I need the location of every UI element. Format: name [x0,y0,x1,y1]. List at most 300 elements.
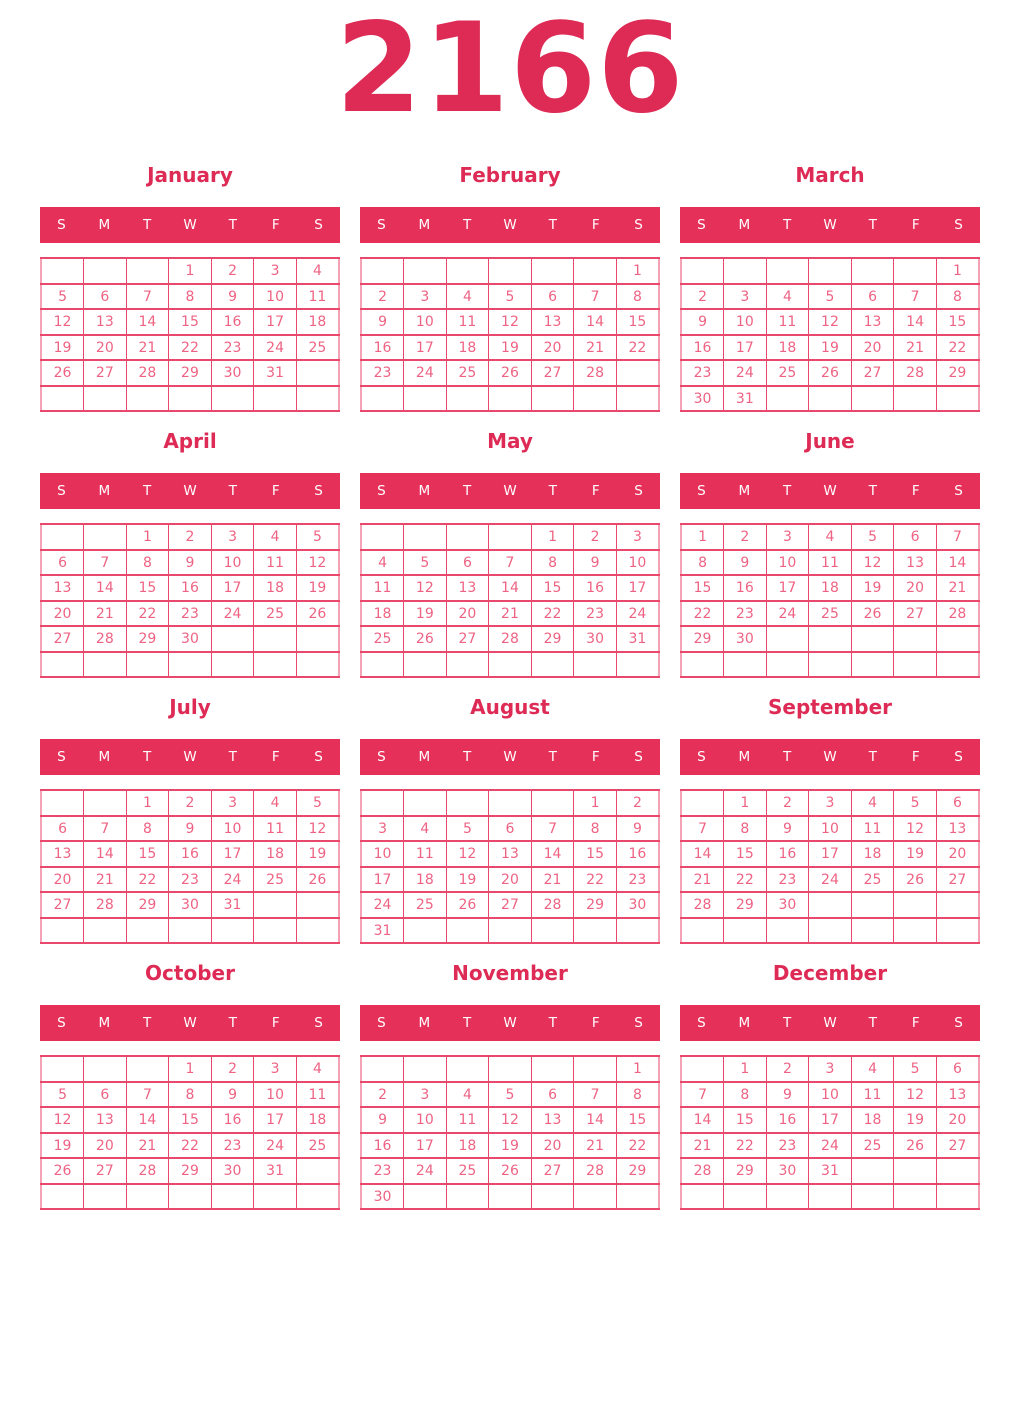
day-cell: 2 [766,790,809,816]
day-cell: 1 [724,790,767,816]
week-row [361,1107,659,1133]
day-cell: 29 [169,1158,212,1184]
day-cell: 25 [254,601,297,627]
day-cell: 30 [766,892,809,918]
empty-day-cell [361,386,404,412]
day-cell: 9 [616,816,659,842]
empty-day-cell [446,652,489,678]
day-cell: 27 [531,360,574,386]
day-cell: 26 [296,867,339,893]
day-cell: 26 [851,601,894,627]
day-cell: 6 [851,284,894,310]
empty-day-cell [84,1056,127,1082]
day-cell: 17 [404,335,447,361]
empty-day-cell [446,790,489,816]
empty-day-cell [296,1184,339,1210]
day-cell: 11 [404,841,447,867]
day-cell: 31 [254,360,297,386]
day-cell: 21 [84,601,127,627]
empty-day-cell [404,524,447,550]
weekday-label: S [697,217,706,234]
day-cell: 27 [936,867,979,893]
day-cell: 16 [681,335,724,361]
day-cell: 5 [446,816,489,842]
weekday-label: T [868,749,877,766]
month-days-table [40,1055,340,1210]
empty-day-cell [446,1184,489,1210]
day-cell: 8 [169,284,212,310]
empty-day-cell [766,652,809,678]
day-cell: 20 [531,1133,574,1159]
weekday-label: M [98,217,111,234]
weekday-label: W [503,749,517,766]
weekday-label: M [738,217,751,234]
day-cell: 3 [254,1056,297,1082]
weekday-label: T [868,1015,877,1032]
empty-day-cell [211,386,254,412]
day-cell: 5 [489,284,532,310]
day-cell: 8 [681,550,724,576]
month-days-table [680,1055,980,1210]
day-cell: 8 [724,816,767,842]
weekday-label: M [98,749,111,766]
day-cell: 8 [169,1082,212,1108]
weekday-label: S [954,1015,963,1032]
day-cell: 26 [41,360,84,386]
week-row [361,867,659,893]
day-cell: 10 [404,309,447,335]
day-cell: 11 [254,816,297,842]
day-cell: 21 [936,575,979,601]
empty-day-cell [404,258,447,284]
empty-day-cell [84,918,127,944]
week-row [41,918,339,944]
month-title: March [795,163,865,188]
weekday-label: T [143,483,152,500]
day-cell: 15 [531,575,574,601]
day-cell: 5 [489,1082,532,1108]
day-cell: 26 [296,601,339,627]
day-cell: 21 [894,335,937,361]
day-cell: 1 [936,258,979,284]
day-cell: 26 [404,626,447,652]
weekday-label: W [503,483,517,500]
empty-day-cell [809,1184,852,1210]
day-cell: 2 [361,284,404,310]
day-cell: 22 [681,601,724,627]
week-row [681,309,979,335]
week-row [361,601,659,627]
empty-day-cell [446,258,489,284]
empty-day-cell [41,386,84,412]
day-cell: 2 [616,790,659,816]
week-row [41,550,339,576]
weekday-label: W [183,1015,197,1032]
empty-day-cell [404,652,447,678]
day-cell: 20 [894,575,937,601]
day-cell: 17 [254,1107,297,1133]
weekday-label: T [228,217,237,234]
empty-day-cell [41,524,84,550]
day-cell: 12 [894,816,937,842]
day-cell: 24 [766,601,809,627]
empty-day-cell [936,918,979,944]
week-row [681,626,979,652]
week-row [681,524,979,550]
day-cell: 31 [361,918,404,944]
week-row [361,550,659,576]
day-cell: 25 [361,626,404,652]
week-row [681,386,979,412]
week-row [681,360,979,386]
empty-day-cell [894,1158,937,1184]
week-row [681,816,979,842]
month-days-table [40,789,340,944]
day-cell: 19 [809,335,852,361]
day-cell: 24 [404,1158,447,1184]
week-row [681,790,979,816]
day-cell: 22 [724,1133,767,1159]
weekday-label: W [183,217,197,234]
week-row [361,1158,659,1184]
month-may [360,430,660,678]
day-cell: 8 [531,550,574,576]
day-cell: 28 [489,626,532,652]
day-cell: 26 [446,892,489,918]
day-cell: 23 [724,601,767,627]
day-cell: 21 [531,867,574,893]
day-cell: 25 [851,1133,894,1159]
day-cell: 17 [766,575,809,601]
day-cell: 4 [254,790,297,816]
day-cell: 26 [809,360,852,386]
day-cell: 13 [851,309,894,335]
weekday-label: M [418,217,431,234]
empty-day-cell [574,386,617,412]
day-cell: 17 [809,1107,852,1133]
empty-day-cell [126,918,169,944]
day-cell: 5 [894,790,937,816]
day-cell: 26 [894,1133,937,1159]
day-cell: 11 [296,1082,339,1108]
day-cell: 9 [169,550,212,576]
empty-day-cell [809,386,852,412]
month-title: May [487,429,533,454]
empty-day-cell [169,918,212,944]
day-cell: 18 [446,1133,489,1159]
empty-day-cell [766,258,809,284]
empty-day-cell [126,386,169,412]
day-cell: 10 [361,841,404,867]
day-cell: 20 [489,867,532,893]
day-cell: 11 [361,575,404,601]
empty-day-cell [724,1184,767,1210]
day-cell: 30 [169,626,212,652]
day-cell: 24 [809,1133,852,1159]
day-cell: 12 [489,1107,532,1133]
day-cell: 6 [936,790,979,816]
day-cell: 31 [616,626,659,652]
day-cell: 30 [211,1158,254,1184]
empty-day-cell [574,1184,617,1210]
month-days-table [40,257,340,412]
empty-day-cell [296,892,339,918]
day-cell: 8 [126,816,169,842]
empty-day-cell [616,1184,659,1210]
day-cell: 30 [766,1158,809,1184]
day-cell: 10 [254,284,297,310]
day-cell: 20 [851,335,894,361]
day-cell: 22 [724,867,767,893]
empty-day-cell [681,1056,724,1082]
weekday-label: S [377,483,386,500]
day-cell: 18 [361,601,404,627]
empty-day-cell [41,1184,84,1210]
empty-day-cell [404,790,447,816]
day-cell: 15 [936,309,979,335]
day-cell: 23 [169,867,212,893]
day-cell: 3 [254,258,297,284]
day-cell: 7 [936,524,979,550]
day-cell: 11 [766,309,809,335]
week-row [361,892,659,918]
day-cell: 12 [296,816,339,842]
weekday-label: S [634,483,643,500]
day-cell: 11 [809,550,852,576]
weekday-header-bar [680,473,980,509]
empty-day-cell [616,360,659,386]
day-cell: 19 [296,575,339,601]
day-cell: 2 [211,1056,254,1082]
weekday-label: F [911,217,920,234]
empty-day-cell [851,1184,894,1210]
month-title: November [452,961,568,986]
empty-day-cell [211,652,254,678]
day-cell: 12 [851,550,894,576]
day-cell: 22 [936,335,979,361]
weekday-label: M [418,749,431,766]
week-row [361,524,659,550]
day-cell: 19 [41,1133,84,1159]
day-cell: 1 [681,524,724,550]
day-cell: 17 [254,309,297,335]
day-cell: 17 [809,841,852,867]
day-cell: 6 [41,816,84,842]
day-cell: 9 [724,550,767,576]
day-cell: 10 [616,550,659,576]
empty-day-cell [894,386,937,412]
day-cell: 27 [84,360,127,386]
day-cell: 24 [211,601,254,627]
week-row [361,918,659,944]
day-cell: 12 [296,550,339,576]
empty-day-cell [254,386,297,412]
day-cell: 4 [766,284,809,310]
weekday-label: T [463,217,472,234]
week-row [41,335,339,361]
day-cell: 9 [766,816,809,842]
weekday-label: W [823,749,837,766]
week-row [361,360,659,386]
day-cell: 14 [126,1107,169,1133]
day-cell: 20 [531,335,574,361]
week-row [681,575,979,601]
empty-day-cell [936,386,979,412]
month-november [360,962,660,1210]
day-cell: 3 [361,816,404,842]
day-cell: 27 [851,360,894,386]
weekday-label: W [823,1015,837,1032]
empty-day-cell [681,652,724,678]
day-cell: 31 [211,892,254,918]
empty-day-cell [84,258,127,284]
empty-day-cell [809,626,852,652]
empty-day-cell [616,652,659,678]
weekday-label: T [548,483,557,500]
day-cell: 3 [404,1082,447,1108]
day-cell: 21 [574,335,617,361]
weekday-label: S [57,1015,66,1032]
empty-day-cell [296,386,339,412]
day-cell: 16 [211,1107,254,1133]
weekday-label: T [228,749,237,766]
day-cell: 13 [84,1107,127,1133]
weekday-label: F [911,483,920,500]
empty-day-cell [851,892,894,918]
day-cell: 11 [254,550,297,576]
week-row [361,575,659,601]
day-cell: 15 [169,309,212,335]
week-row [41,601,339,627]
day-cell: 4 [404,816,447,842]
day-cell: 22 [616,1133,659,1159]
day-cell: 6 [531,284,574,310]
day-cell: 31 [724,386,767,412]
day-cell: 13 [531,1107,574,1133]
day-cell: 31 [254,1158,297,1184]
empty-day-cell [936,1158,979,1184]
empty-day-cell [84,386,127,412]
day-cell: 7 [574,284,617,310]
weekday-label: S [634,1015,643,1032]
day-cell: 30 [361,1184,404,1210]
day-cell: 2 [361,1082,404,1108]
empty-day-cell [254,626,297,652]
day-cell: 24 [361,892,404,918]
week-row [681,867,979,893]
empty-day-cell [404,918,447,944]
weekday-label: M [418,483,431,500]
empty-day-cell [766,626,809,652]
weekday-label: S [634,749,643,766]
day-cell: 7 [574,1082,617,1108]
empty-day-cell [41,258,84,284]
day-cell: 21 [489,601,532,627]
day-cell: 3 [809,1056,852,1082]
empty-day-cell [724,652,767,678]
empty-day-cell [361,258,404,284]
empty-day-cell [574,1056,617,1082]
week-row [681,284,979,310]
weekday-label: T [868,483,877,500]
day-cell: 19 [851,575,894,601]
day-cell: 28 [574,1158,617,1184]
day-cell: 9 [681,309,724,335]
day-cell: 1 [126,524,169,550]
day-cell: 10 [724,309,767,335]
day-cell: 13 [936,816,979,842]
weekday-label: T [783,1015,792,1032]
empty-day-cell [894,918,937,944]
weekday-label: S [697,1015,706,1032]
day-cell: 2 [211,258,254,284]
weekday-label: W [503,1015,517,1032]
empty-day-cell [894,892,937,918]
day-cell: 23 [361,360,404,386]
day-cell: 30 [169,892,212,918]
day-cell: 22 [531,601,574,627]
month-title: January [147,163,233,188]
day-cell: 24 [616,601,659,627]
empty-day-cell [531,258,574,284]
empty-day-cell [681,918,724,944]
weekday-label: S [697,749,706,766]
empty-day-cell [616,918,659,944]
empty-day-cell [681,258,724,284]
day-cell: 20 [936,1107,979,1133]
empty-day-cell [851,918,894,944]
day-cell: 26 [894,867,937,893]
empty-day-cell [41,790,84,816]
day-cell: 23 [361,1158,404,1184]
day-cell: 19 [41,335,84,361]
weekday-label: S [314,1015,323,1032]
weekday-label: S [377,1015,386,1032]
empty-day-cell [681,790,724,816]
day-cell: 26 [489,1158,532,1184]
day-cell: 12 [809,309,852,335]
day-cell: 28 [681,1158,724,1184]
week-row [361,1056,659,1082]
empty-day-cell [84,790,127,816]
empty-day-cell [169,1184,212,1210]
day-cell: 4 [361,550,404,576]
day-cell: 12 [446,841,489,867]
day-cell: 6 [936,1056,979,1082]
empty-day-cell [361,652,404,678]
day-cell: 25 [809,601,852,627]
empty-day-cell [894,626,937,652]
weekday-label: S [57,217,66,234]
day-cell: 19 [446,867,489,893]
weekday-label: S [954,749,963,766]
empty-day-cell [851,386,894,412]
empty-day-cell [296,918,339,944]
day-cell: 27 [84,1158,127,1184]
day-cell: 21 [84,867,127,893]
empty-day-cell [809,918,852,944]
day-cell: 19 [489,1133,532,1159]
day-cell: 25 [296,335,339,361]
week-row [681,1082,979,1108]
day-cell: 28 [84,626,127,652]
weekday-label: T [143,749,152,766]
day-cell: 29 [126,626,169,652]
empty-day-cell [531,918,574,944]
day-cell: 9 [211,1082,254,1108]
day-cell: 28 [126,1158,169,1184]
day-cell: 15 [126,841,169,867]
